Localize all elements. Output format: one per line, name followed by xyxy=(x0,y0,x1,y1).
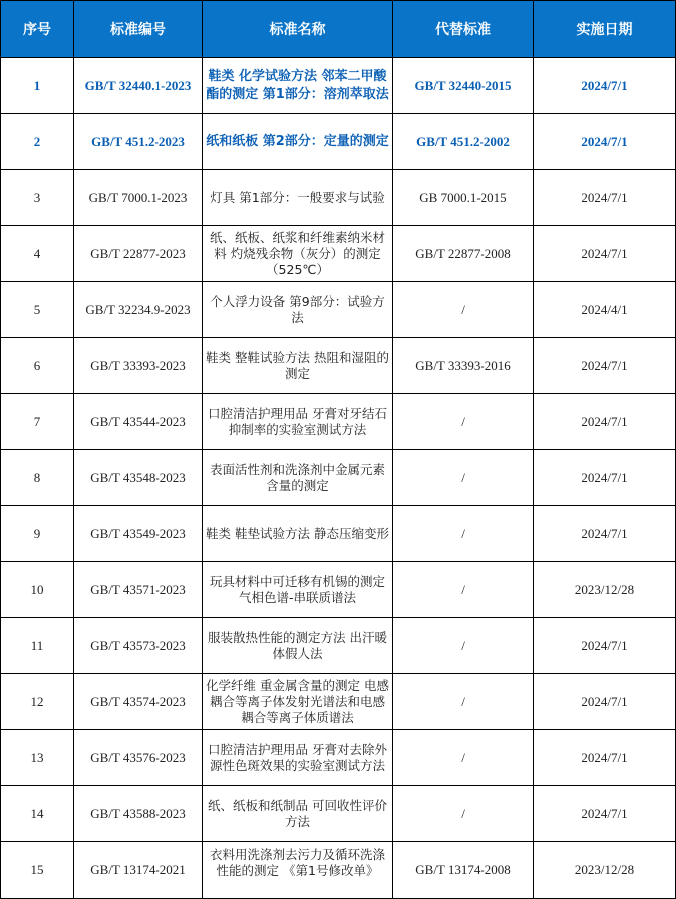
cell-standard-name: 个人浮力设备 第9部分：试验方法 xyxy=(203,282,393,338)
table-row xyxy=(1,282,676,338)
table-row xyxy=(1,338,676,394)
cell-standard-code: GB/T 43549-2023 xyxy=(74,506,203,562)
cell-effective-date: 2023/12/28 xyxy=(534,562,676,618)
cell-replaced-standard: GB 7000.1-2015 xyxy=(393,170,534,226)
cell-effective-date: 2024/7/1 xyxy=(534,170,676,226)
cell-effective-date: 2024/7/1 xyxy=(534,58,676,114)
cell-serial-number: 2 xyxy=(1,114,74,170)
cell-serial-number: 6 xyxy=(1,338,74,394)
cell-standard-name: 口腔清洁护理用品 牙膏对去除外源性色斑效果的实验室测试方法 xyxy=(203,730,393,786)
cell-effective-date: 2024/7/1 xyxy=(534,786,676,842)
cell-serial-number: 14 xyxy=(1,786,74,842)
cell-serial-number: 8 xyxy=(1,450,74,506)
table-row xyxy=(1,842,676,899)
cell-standard-name: 玩具材料中可迁移有机锡的测定 气相色谱-串联质谱法 xyxy=(203,562,393,618)
cell-serial-number: 15 xyxy=(1,842,74,899)
cell-serial-number: 3 xyxy=(1,170,74,226)
cell-replaced-standard: / xyxy=(393,450,534,506)
cell-serial-number: 7 xyxy=(1,394,74,450)
table-row xyxy=(1,674,676,730)
cell-effective-date: 2024/7/1 xyxy=(534,618,676,674)
table-header-row xyxy=(1,1,676,58)
header-standard-name: 标准名称 xyxy=(203,1,393,58)
cell-standard-code: GB/T 43574-2023 xyxy=(74,674,203,730)
cell-replaced-standard: GB/T 13174-2008 xyxy=(393,842,534,899)
cell-effective-date: 2024/7/1 xyxy=(534,338,676,394)
cell-replaced-standard: / xyxy=(393,730,534,786)
table-row xyxy=(1,170,676,226)
cell-standard-code: GB/T 13174-2021 xyxy=(74,842,203,899)
cell-serial-number: 12 xyxy=(1,674,74,730)
cell-standard-name: 化学纤维 重金属含量的测定 电感耦合等离子体发射光谱法和电感耦合等离子体质谱法 xyxy=(203,674,393,730)
cell-serial-number: 5 xyxy=(1,282,74,338)
table-row xyxy=(1,226,676,282)
cell-standard-name: 灯具 第1部分：一般要求与试验 xyxy=(203,170,393,226)
cell-effective-date: 2023/12/28 xyxy=(534,842,676,899)
table-row xyxy=(1,114,676,170)
cell-standard-name: 鞋类 鞋垫试验方法 静态压缩变形 xyxy=(203,506,393,562)
table-row xyxy=(1,786,676,842)
header-replaced-standard: 代替标准 xyxy=(393,1,534,58)
cell-standard-name: 纸、纸板和纸制品 可回收性评价方法 xyxy=(203,786,393,842)
header-standard-code: 标准编号 xyxy=(74,1,203,58)
table-row xyxy=(1,506,676,562)
cell-replaced-standard: / xyxy=(393,394,534,450)
cell-replaced-standard: / xyxy=(393,282,534,338)
cell-standard-code: GB/T 43588-2023 xyxy=(74,786,203,842)
cell-standard-code: GB/T 43544-2023 xyxy=(74,394,203,450)
cell-standard-name: 纸和纸板 第2部分：定量的测定 xyxy=(203,114,393,170)
cell-effective-date: 2024/7/1 xyxy=(534,114,676,170)
cell-standard-code: GB/T 43548-2023 xyxy=(74,450,203,506)
cell-standard-code: GB/T 32440.1-2023 xyxy=(74,58,203,114)
table-row xyxy=(1,562,676,618)
cell-replaced-standard: GB/T 22877-2008 xyxy=(393,226,534,282)
cell-effective-date: 2024/7/1 xyxy=(534,674,676,730)
cell-replaced-standard: GB/T 33393-2016 xyxy=(393,338,534,394)
cell-replaced-standard: / xyxy=(393,618,534,674)
table-row xyxy=(1,730,676,786)
cell-standard-code: GB/T 43576-2023 xyxy=(74,730,203,786)
cell-standard-code: GB/T 22877-2023 xyxy=(74,226,203,282)
cell-standard-code: GB/T 43571-2023 xyxy=(74,562,203,618)
table-row xyxy=(1,394,676,450)
cell-standard-name: 鞋类 整鞋试验方法 热阻和湿阻的测定 xyxy=(203,338,393,394)
cell-replaced-standard: GB/T 451.2-2002 xyxy=(393,114,534,170)
table-body xyxy=(1,58,676,899)
cell-serial-number: 10 xyxy=(1,562,74,618)
cell-effective-date: 2024/7/1 xyxy=(534,730,676,786)
cell-serial-number: 13 xyxy=(1,730,74,786)
cell-serial-number: 4 xyxy=(1,226,74,282)
cell-replaced-standard: / xyxy=(393,674,534,730)
cell-replaced-standard: / xyxy=(393,562,534,618)
cell-effective-date: 2024/4/1 xyxy=(534,282,676,338)
table-row xyxy=(1,618,676,674)
cell-serial-number: 9 xyxy=(1,506,74,562)
cell-standard-name: 服装散热性能的测定方法 出汗暖体假人法 xyxy=(203,618,393,674)
cell-effective-date: 2024/7/1 xyxy=(534,506,676,562)
cell-standard-code: GB/T 451.2-2023 xyxy=(74,114,203,170)
cell-standard-code: GB/T 33393-2023 xyxy=(74,338,203,394)
cell-standard-name: 表面活性剂和洗涤剂中金属元素含量的测定 xyxy=(203,450,393,506)
cell-replaced-standard: GB/T 32440-2015 xyxy=(393,58,534,114)
cell-standard-code: GB/T 7000.1-2023 xyxy=(74,170,203,226)
cell-standard-name: 鞋类 化学试验方法 邻苯二甲酸酯的测定 第1部分：溶剂萃取法 xyxy=(203,58,393,114)
cell-standard-name: 纸、纸板、纸浆和纤维素纳米材料 灼烧残余物（灰分）的测定（525℃） xyxy=(203,226,393,282)
table-row xyxy=(1,58,676,114)
table-row xyxy=(1,450,676,506)
header-effective-date: 实施日期 xyxy=(534,1,676,58)
cell-standard-name: 口腔清洁护理用品 牙膏对牙结石抑制率的实验室测试方法 xyxy=(203,394,393,450)
cell-standard-code: GB/T 43573-2023 xyxy=(74,618,203,674)
cell-replaced-standard: / xyxy=(393,506,534,562)
cell-standard-code: GB/T 32234.9-2023 xyxy=(74,282,203,338)
cell-standard-name: 衣料用洗涤剂去污力及循环洗涤性能的测定 《第1号修改单》 xyxy=(203,842,393,899)
header-serial-number: 序号 xyxy=(1,1,74,58)
cell-serial-number: 1 xyxy=(1,58,74,114)
cell-effective-date: 2024/7/1 xyxy=(534,226,676,282)
cell-effective-date: 2024/7/1 xyxy=(534,394,676,450)
cell-effective-date: 2024/7/1 xyxy=(534,450,676,506)
cell-serial-number: 11 xyxy=(1,618,74,674)
cell-replaced-standard: / xyxy=(393,786,534,842)
